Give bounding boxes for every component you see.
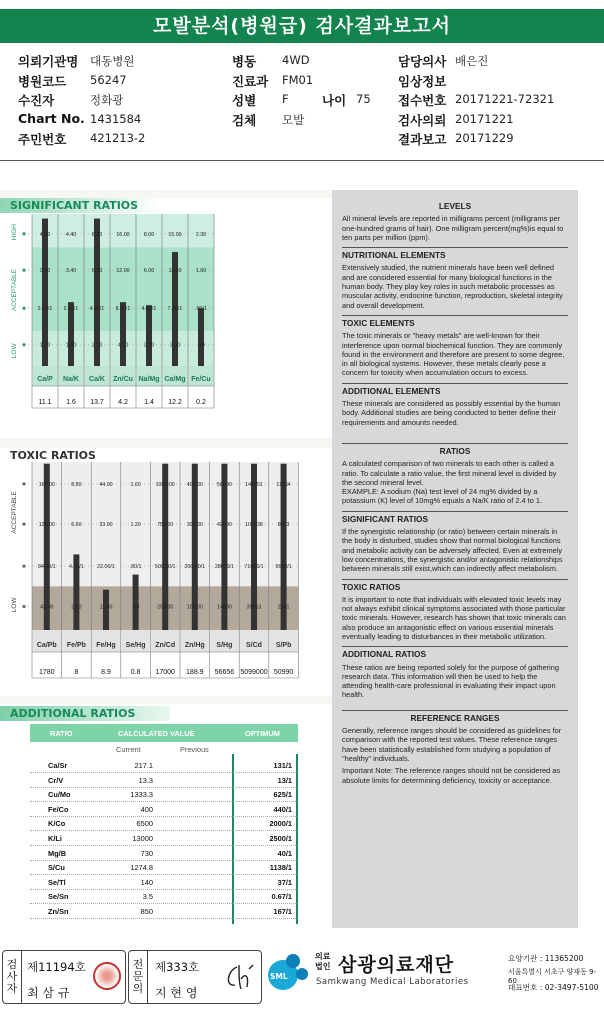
sml-logo-text: SML bbox=[270, 972, 288, 981]
category-label: Zn/Cu bbox=[113, 376, 133, 383]
data-label: 4.2 bbox=[118, 399, 128, 406]
tester-license: 제11194호 bbox=[27, 960, 86, 974]
seal-stamp bbox=[93, 962, 121, 990]
tick-label: 100.00 bbox=[186, 604, 203, 611]
data-label: 50990 bbox=[273, 669, 294, 676]
tick-label: 2.00 bbox=[143, 342, 155, 349]
data-label: 1780 bbox=[39, 669, 55, 676]
col3-value-3: 20171221 bbox=[455, 111, 514, 126]
org-prefix-top: 의료 bbox=[315, 952, 331, 961]
table-row bbox=[30, 804, 298, 817]
col3-value-0: 배은진 bbox=[455, 54, 489, 68]
col-optimum: OPTIMUM bbox=[245, 729, 280, 738]
ratios-heading: RATIOS bbox=[439, 445, 471, 456]
tick-label: 35513 bbox=[246, 604, 262, 611]
levels-text: All mineral levels are reported in milligrams percent (milligrams per one-hundred grams of hair). One milligram percent(mg%)is equal to ten parts per million (ppm). bbox=[342, 214, 564, 242]
tick-label: 4.40 bbox=[65, 231, 77, 238]
table-row bbox=[30, 848, 298, 861]
tick-label: 1000.00 bbox=[155, 481, 175, 488]
col1-label-4: 주민번호 bbox=[18, 132, 67, 147]
data-label: 0.8 bbox=[130, 669, 141, 676]
table-row bbox=[30, 891, 298, 904]
tester-box bbox=[2, 950, 126, 1004]
tick-label: 8.20 bbox=[91, 231, 103, 238]
age-label: 나이 bbox=[322, 93, 347, 108]
org-phone: 대표번호 : 02-3497-5100 bbox=[508, 983, 599, 992]
addr-heading: ADDITIONAL RATIOS bbox=[342, 649, 427, 660]
col-calculated: CALCULATED VALUE bbox=[118, 729, 195, 738]
table-row bbox=[30, 760, 298, 773]
additional-ratios-panel bbox=[0, 704, 332, 928]
org-name: 삼광의료재단 bbox=[338, 954, 455, 976]
org-prefix-bottom: 법인 bbox=[315, 962, 331, 971]
ratios-example: EXAMPLE: A sodium (Na) test level of 24 mg% divided by a potassium (K) level of 10mg% equals a Na/K ratio of 2.4 to 1. bbox=[342, 487, 543, 506]
col1-value-3: 1431584 bbox=[90, 111, 142, 126]
ratio-name: Fe/Co bbox=[48, 804, 69, 814]
ratio-current: 13000 bbox=[132, 834, 153, 843]
tick-label: 8.00/1 bbox=[115, 306, 131, 313]
tick-label: 6.00 bbox=[143, 268, 155, 275]
footer bbox=[0, 944, 604, 1010]
ratio-name: Ca/Sr bbox=[48, 761, 68, 770]
col1-label-2: 수진자 bbox=[18, 93, 55, 108]
ratio-optimum: 2500/1 bbox=[269, 834, 292, 843]
data-label: 56656 bbox=[214, 669, 235, 676]
ratio-name: Se/Sn bbox=[48, 892, 69, 902]
doctor-license: 제333호 bbox=[155, 960, 200, 974]
category-label: Ca/P bbox=[37, 376, 53, 383]
tick-label: .20 bbox=[197, 342, 205, 349]
toxic-ratios-chart bbox=[0, 460, 304, 696]
category-label: Ca/Mg bbox=[164, 376, 186, 383]
col1-label-3: Chart No. bbox=[18, 110, 85, 126]
tick-label: 1.20 bbox=[130, 522, 141, 529]
additional-heading: ADDITIONAL ELEMENTS bbox=[342, 385, 441, 396]
tick-label: 500.00/1 bbox=[154, 564, 176, 571]
tick-label: 33.00 bbox=[99, 522, 113, 529]
category-label: Ca/Pb bbox=[36, 642, 57, 649]
category-label: Zn/Cd bbox=[155, 642, 176, 649]
ratio-current: 13.3 bbox=[138, 775, 153, 785]
data-label: 17000 bbox=[155, 669, 175, 676]
tick-label: 200.00/1 bbox=[184, 564, 206, 571]
tick-label: 16.00 bbox=[116, 231, 130, 238]
tick-label: 300.00 bbox=[186, 522, 203, 529]
tick-label: 4.00/1 bbox=[141, 306, 157, 313]
ratio-optimum: 131/1 bbox=[273, 761, 292, 770]
tick-label: 400.00 bbox=[186, 481, 203, 488]
tick-label: 2.20 bbox=[71, 604, 82, 611]
tick-label: 4.20/1 bbox=[89, 306, 105, 313]
org-english: Samkwang Medical Laboratories bbox=[316, 977, 469, 987]
col1-value-1: 56247 bbox=[90, 72, 127, 87]
data-label: 1.4 bbox=[144, 399, 154, 406]
table-row bbox=[30, 906, 298, 919]
tick-label: 250.00 bbox=[157, 604, 174, 611]
tick-label: 44.00 bbox=[99, 481, 113, 488]
tick-label: 2841 bbox=[277, 604, 290, 611]
category-label: Fe/Pb bbox=[66, 642, 86, 649]
tick-label: 7.00/1 bbox=[167, 306, 183, 313]
col3-value-2: 20171221-72321 bbox=[455, 92, 555, 106]
col3-label-1: 임상정보 bbox=[398, 73, 447, 89]
tox-text: It is important to note that individuals with elevated toxic levels may not always exhibit clinical symptoms associated with those particular toxic minerals. However, research has shown that toxic minerals can also produce an antagonistic effect on various essential minerals eventually leading to disturbances in their metabolic utilization. bbox=[342, 594, 566, 641]
ratio-name: Mg/B bbox=[48, 848, 67, 858]
addr-text: These ratios are being reported solely for the purpose of gathering research data. This information will then be used to help the attending health-care professional in evaluating their impact upon health. bbox=[342, 662, 559, 700]
table-row bbox=[30, 862, 298, 875]
table-row bbox=[30, 775, 298, 788]
col2-label-2: 성별 bbox=[232, 93, 257, 108]
tick-label: 84.00/1 bbox=[37, 564, 56, 571]
col2-label-1: 진료과 bbox=[232, 73, 269, 89]
ref-text: Generally, reference ranges should be considered as guidelines for comparison with the reported test values. These reference ranges have been statistically established form studying a population of "healthy" individuals. bbox=[342, 726, 562, 763]
tick-label: 8523 bbox=[277, 522, 290, 529]
category-label: S/Cd bbox=[246, 642, 262, 649]
data-label: 8.9 bbox=[101, 669, 111, 676]
tick-label: 42.00 bbox=[40, 604, 54, 611]
ref-heading: REFERENCE RANGES bbox=[410, 712, 500, 723]
levels-heading: LEVELS bbox=[438, 201, 472, 211]
col2-label-0: 병동 bbox=[232, 54, 257, 69]
table-row bbox=[30, 833, 298, 846]
tick-label: 1.60 bbox=[195, 268, 207, 275]
data-label: 12.2 bbox=[168, 399, 182, 406]
ratio-name: Cu/Mo bbox=[48, 790, 71, 800]
ratio-current: 730 bbox=[140, 848, 153, 858]
tick-label: 11.00 bbox=[99, 604, 113, 611]
ratio-name: Cr/V bbox=[48, 775, 64, 785]
col-ratio: RATIO bbox=[50, 729, 73, 738]
zone-label: ACCEPTABLE bbox=[11, 268, 18, 312]
nutritional-heading: NUTRITIONAL ELEMENTS bbox=[342, 250, 446, 261]
age-value: 75 bbox=[356, 92, 371, 106]
tick-label: 4.40/1 bbox=[69, 564, 84, 571]
report-title: 모발분석(병원급) 검사결과보고서 bbox=[0, 9, 604, 43]
data-label: 5099000 bbox=[240, 669, 268, 676]
col3-label-2: 접수번호 bbox=[398, 93, 447, 108]
category-label: Se/Hg bbox=[125, 642, 146, 649]
tick-label: 14000 bbox=[217, 604, 232, 611]
sig-heading: SIGNIFICANT RATIOS bbox=[342, 513, 429, 524]
ratio-name: K/Co bbox=[48, 819, 66, 829]
col2-value-1: FM01 bbox=[282, 72, 314, 87]
col2-value-0: 4WD bbox=[282, 53, 310, 67]
ratio-name: K/Li bbox=[48, 834, 62, 843]
doctor-signature bbox=[223, 961, 257, 993]
tick-label: 12.00 bbox=[116, 268, 130, 275]
doctor-name: 지 현 영 bbox=[155, 986, 198, 1000]
significant-ratios-chart bbox=[0, 212, 230, 438]
ratio-optimum: 0.67/1 bbox=[271, 892, 292, 902]
col3-label-0: 담당의사 bbox=[398, 54, 447, 69]
nutritional-text: Extensively studied, the nutrient minerals have been well defined and are considered essential for many biological functions in the human body. They play key roles in such metabolic processes as muscular activity, endocrine function, reproduction, skeletal integrity and overall development. bbox=[342, 263, 563, 310]
category-label: Ca/K bbox=[89, 376, 105, 383]
toxic-ratios-title: TOXIC RATIOS bbox=[0, 448, 110, 462]
zone-label: LOW bbox=[11, 343, 18, 359]
tick-label: 8.80 bbox=[71, 481, 82, 488]
ratio-optimum: 440/1 bbox=[273, 804, 292, 814]
tick-label: 6.60 bbox=[71, 522, 82, 529]
category-label: Fe/Hg bbox=[96, 642, 116, 649]
col2-value-3: 모발 bbox=[282, 112, 305, 127]
ratio-optimum: 167/1 bbox=[273, 907, 292, 916]
tick-label: 2.40/1 bbox=[37, 306, 53, 313]
tick-label: 22.00/1 bbox=[97, 564, 115, 571]
category-label: Na/K bbox=[63, 376, 79, 383]
category-label: S/Hg bbox=[216, 642, 233, 649]
tick-label: .40 bbox=[131, 604, 140, 611]
tick-label: 142051 bbox=[245, 481, 263, 488]
tick-label: .80/1 bbox=[129, 564, 142, 571]
tick-label: 2.40/1 bbox=[63, 306, 79, 313]
sub-previous: Previous bbox=[180, 745, 209, 754]
category-label: Na/Mg bbox=[138, 376, 160, 383]
tick-label: 2.20 bbox=[91, 342, 103, 349]
tick-label: 1.60 bbox=[130, 481, 141, 488]
ratio-current: 850 bbox=[140, 907, 153, 916]
tick-label: 71026/1 bbox=[244, 564, 264, 571]
tick-label: 4.00 bbox=[117, 342, 129, 349]
org-address: 서울특별시 서초구 양재동 9-60 bbox=[508, 968, 597, 985]
data-label: 1.6 bbox=[66, 399, 76, 406]
doctor-box bbox=[128, 950, 262, 1004]
col2-label-3: 검체 bbox=[232, 112, 257, 128]
patient-info bbox=[0, 48, 604, 152]
significant-ratios-title: SIGNIFICANT RATIOS bbox=[0, 198, 160, 213]
ratio-current: 1274.8 bbox=[130, 863, 153, 873]
bar bbox=[133, 575, 139, 630]
table-row bbox=[30, 877, 298, 890]
data-label: 0.2 bbox=[196, 399, 206, 406]
tester-label: 검사자 bbox=[6, 958, 18, 995]
tick-label: 126.00 bbox=[38, 522, 55, 529]
tick-label: 3.00 bbox=[169, 342, 181, 349]
ratio-current: 1333.3 bbox=[130, 790, 153, 800]
toxic-text: The toxic minerals or "heavy metals" are well-known for their interference upon normal biochemical function. They are commonly found in the environment and therefore are present to some degree, in all biological systems. However, these metals clearly pose a concern for toxicity when accumulation occurs to excess. bbox=[342, 331, 565, 378]
ratio-current: 140 bbox=[140, 877, 153, 887]
tick-label: 3.40 bbox=[65, 268, 77, 275]
data-label: 13.7 bbox=[90, 399, 104, 406]
bar bbox=[198, 308, 204, 366]
tick-label: 4.00 bbox=[39, 231, 51, 238]
tick-label: .90/1 bbox=[195, 306, 207, 313]
tick-label: 6.20 bbox=[91, 268, 103, 275]
sub-current: Current bbox=[116, 745, 141, 754]
ratios-text: A calculated comparison of two minerals to each other is called a ratio. To calculate a ratio value, the first mineral level is divided by the second mineral level. bbox=[342, 459, 557, 487]
col1-label-0: 의뢰기관명 bbox=[18, 54, 79, 69]
tick-label: 42000 bbox=[217, 522, 232, 529]
col1-value-0: 대동병원 bbox=[90, 54, 135, 68]
data-label: 188.9 bbox=[186, 669, 204, 676]
tick-label: 168.00 bbox=[38, 481, 55, 488]
ratio-current: 217.1 bbox=[134, 761, 153, 770]
ratio-optimum: 625/1 bbox=[273, 790, 292, 800]
toxic-heading: TOXIC ELEMENTS bbox=[342, 317, 415, 328]
tick-label: 5682/1 bbox=[275, 564, 292, 571]
tick-label: 106538 bbox=[245, 522, 263, 529]
zone-label: ACCEPTABLE bbox=[11, 491, 18, 534]
tick-label: 1.40 bbox=[65, 342, 77, 349]
additional-text: These minerals are considered as possibly essential by the human body. Additional studies are being conducted to better define their requirements and amounts needed. bbox=[342, 399, 561, 427]
zone-label: LOW bbox=[11, 597, 18, 613]
explanation-notes bbox=[332, 190, 578, 928]
data-label: 8 bbox=[74, 669, 79, 676]
tick-label: 750.00 bbox=[157, 522, 174, 529]
tick-label: 8.00 bbox=[143, 231, 155, 238]
ratio-name: S/Cu bbox=[48, 863, 65, 873]
col1-value-4: 421213-2 bbox=[90, 131, 146, 145]
ratio-optimum: 37/1 bbox=[277, 877, 292, 887]
col1-label-1: 병원코드 bbox=[18, 73, 67, 89]
tox-heading: TOXIC RATIOS bbox=[342, 581, 401, 592]
ratio-optimum: 2000/1 bbox=[269, 819, 292, 829]
ratio-current: 6500 bbox=[136, 819, 153, 829]
tick-label: 28000/1 bbox=[214, 564, 234, 571]
tester-name: 최 삼 규 bbox=[27, 986, 70, 1000]
ref-note: Important Note: The reference ranges should not be considered as absolute limits for determining deficiency, toxicity or acceptance. bbox=[342, 766, 561, 785]
ratio-current: 3.5 bbox=[142, 892, 153, 902]
tick-label: 1.60 bbox=[39, 342, 51, 349]
category-label: Zn/Hg bbox=[184, 642, 205, 649]
ratio-name: Zn/Sn bbox=[48, 907, 69, 916]
table-row bbox=[30, 789, 298, 802]
ratio-optimum: 1138/1 bbox=[269, 863, 292, 873]
col2-value-2: F bbox=[282, 92, 289, 106]
sig-text: If the synergistic relationship (or ratio) between certain minerals in the body is disturbed, studies show that normal biological functions and metabolic activity can be adversely affected. Even at extremely low concentrations, the synergistic and/or antagonistic relationships between minerals still exist,which can indirectly affect metabolism. bbox=[342, 527, 563, 574]
significant-ratios-panel bbox=[0, 198, 332, 438]
col1-value-2: 정화광 bbox=[90, 93, 124, 107]
data-label: 11.1 bbox=[38, 399, 52, 406]
org-code: 요양기관 : 11365200 bbox=[508, 954, 584, 963]
tick-label: 3.00 bbox=[39, 268, 51, 275]
col3-label-4: 결과보고 bbox=[398, 132, 447, 147]
col3-value-4: 20171229 bbox=[455, 131, 514, 145]
ratio-name: Se/Tl bbox=[48, 877, 66, 887]
category-label: Fe/Cu bbox=[191, 376, 211, 383]
ratio-current: 400 bbox=[140, 804, 153, 814]
tick-label: 11364 bbox=[276, 481, 291, 488]
toxic-ratios-panel bbox=[0, 448, 332, 696]
additional-ratios-title: ADDITIONAL RATIOS bbox=[0, 706, 170, 721]
category-label: S/Pb bbox=[275, 642, 292, 649]
zone-label: HIGH bbox=[11, 224, 18, 241]
ratio-optimum: 13/1 bbox=[277, 775, 292, 785]
tick-label: 11.00 bbox=[168, 268, 182, 275]
tick-label: 56000 bbox=[217, 481, 232, 488]
tick-label: 15.00 bbox=[168, 231, 182, 238]
header-divider bbox=[0, 160, 604, 161]
col3-label-3: 검사의뢰 bbox=[398, 112, 447, 128]
ratio-optimum: 40/1 bbox=[277, 848, 292, 858]
doctor-label: 전문의 bbox=[132, 958, 144, 995]
sml-logo-icon bbox=[268, 950, 310, 992]
table-row bbox=[30, 818, 298, 831]
tick-label: 2.30 bbox=[195, 231, 207, 238]
